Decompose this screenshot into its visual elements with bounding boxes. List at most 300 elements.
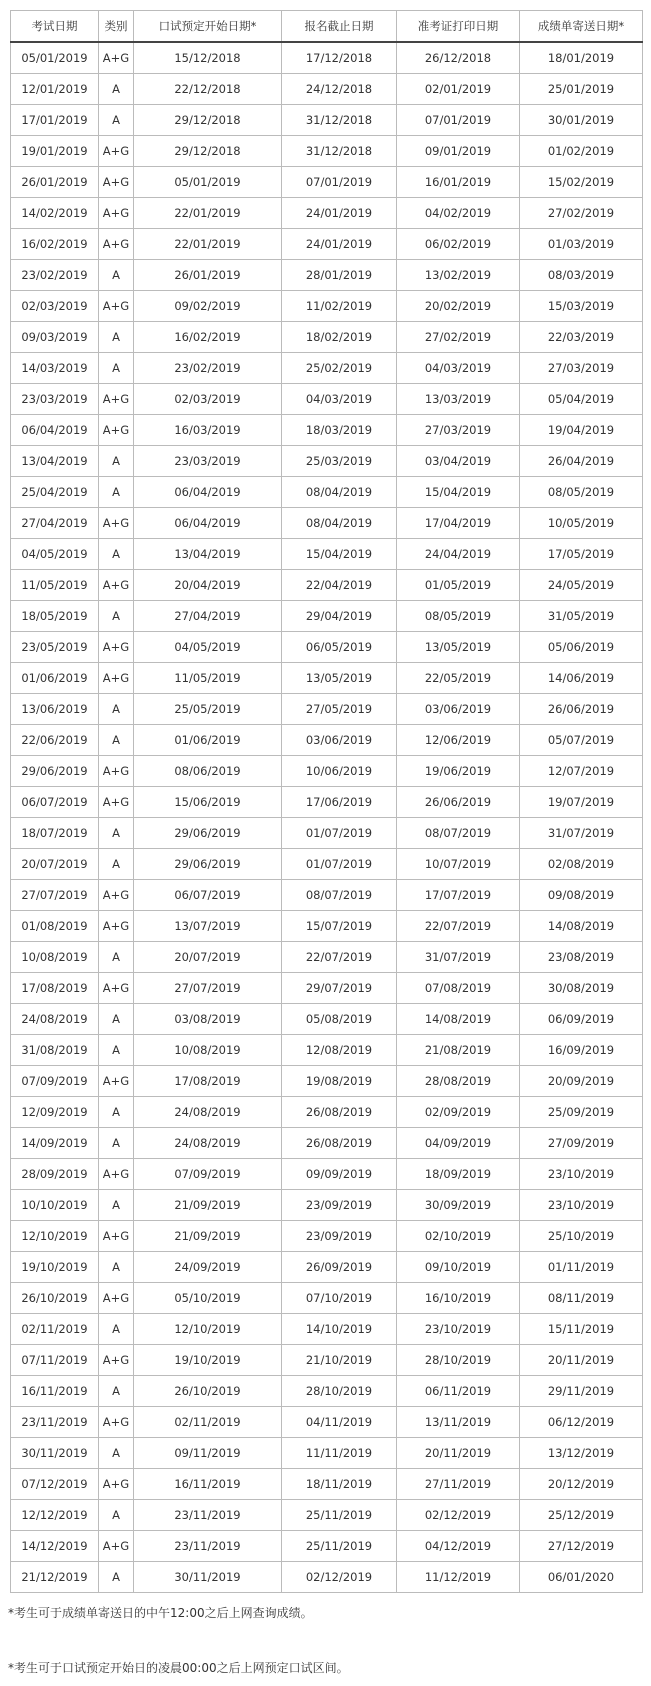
cell-oral-test-start: 23/02/2019 bbox=[134, 353, 282, 384]
cell-admission-ticket-print: 31/07/2019 bbox=[397, 942, 520, 973]
cell-admission-ticket-print: 16/10/2019 bbox=[397, 1283, 520, 1314]
cell-admission-ticket-print: 02/01/2019 bbox=[397, 74, 520, 105]
cell-exam-date: 14/02/2019 bbox=[11, 198, 99, 229]
table-row bbox=[11, 1097, 643, 1128]
cell-exam-date: 10/08/2019 bbox=[11, 942, 99, 973]
cell-oral-test-start: 26/10/2019 bbox=[134, 1376, 282, 1407]
cell-result-mailing: 12/07/2019 bbox=[520, 756, 643, 787]
cell-category: A+G bbox=[99, 291, 134, 322]
cell-category: A+G bbox=[99, 1221, 134, 1252]
cell-exam-date: 01/06/2019 bbox=[11, 663, 99, 694]
table-header bbox=[11, 11, 643, 43]
table-row bbox=[11, 632, 643, 663]
cell-category: A bbox=[99, 1128, 134, 1159]
table-row bbox=[11, 198, 643, 229]
cell-admission-ticket-print: 07/01/2019 bbox=[397, 105, 520, 136]
cell-result-mailing: 09/08/2019 bbox=[520, 880, 643, 911]
header-admission-ticket-print: 准考证打印日期 bbox=[397, 11, 520, 43]
cell-admission-ticket-print: 15/04/2019 bbox=[397, 477, 520, 508]
cell-registration-deadline: 22/04/2019 bbox=[282, 570, 397, 601]
cell-exam-date: 14/03/2019 bbox=[11, 353, 99, 384]
cell-result-mailing: 25/12/2019 bbox=[520, 1500, 643, 1531]
table-row bbox=[11, 1190, 643, 1221]
cell-oral-test-start: 23/03/2019 bbox=[134, 446, 282, 477]
cell-oral-test-start: 22/01/2019 bbox=[134, 229, 282, 260]
cell-result-mailing: 27/03/2019 bbox=[520, 353, 643, 384]
cell-admission-ticket-print: 08/05/2019 bbox=[397, 601, 520, 632]
cell-oral-test-start: 06/07/2019 bbox=[134, 880, 282, 911]
header-oral-test-start: 口试预定开始日期* bbox=[134, 11, 282, 43]
cell-result-mailing: 26/06/2019 bbox=[520, 694, 643, 725]
cell-exam-date: 18/07/2019 bbox=[11, 818, 99, 849]
cell-category: A+G bbox=[99, 911, 134, 942]
cell-category: A+G bbox=[99, 42, 134, 74]
cell-admission-ticket-print: 23/10/2019 bbox=[397, 1314, 520, 1345]
cell-registration-deadline: 29/07/2019 bbox=[282, 973, 397, 1004]
cell-exam-date: 20/07/2019 bbox=[11, 849, 99, 880]
header-registration-deadline: 报名截止日期 bbox=[282, 11, 397, 43]
cell-registration-deadline: 17/06/2019 bbox=[282, 787, 397, 818]
cell-exam-date: 04/05/2019 bbox=[11, 539, 99, 570]
cell-result-mailing: 01/11/2019 bbox=[520, 1252, 643, 1283]
cell-oral-test-start: 29/06/2019 bbox=[134, 818, 282, 849]
cell-exam-date: 11/05/2019 bbox=[11, 570, 99, 601]
cell-result-mailing: 22/03/2019 bbox=[520, 322, 643, 353]
cell-category: A bbox=[99, 1500, 134, 1531]
cell-result-mailing: 27/12/2019 bbox=[520, 1531, 643, 1562]
cell-exam-date: 30/11/2019 bbox=[11, 1438, 99, 1469]
cell-result-mailing: 20/12/2019 bbox=[520, 1469, 643, 1500]
cell-admission-ticket-print: 22/07/2019 bbox=[397, 911, 520, 942]
cell-category: A bbox=[99, 849, 134, 880]
cell-category: A+G bbox=[99, 787, 134, 818]
cell-oral-test-start: 25/05/2019 bbox=[134, 694, 282, 725]
cell-registration-deadline: 31/12/2018 bbox=[282, 136, 397, 167]
result-footnote: *考生可于成绩单寄送日的中午12:00之后上网查询成绩。 bbox=[8, 1606, 313, 1620]
cell-admission-ticket-print: 08/07/2019 bbox=[397, 818, 520, 849]
cell-category: A bbox=[99, 1035, 134, 1066]
table-row bbox=[11, 1407, 643, 1438]
cell-exam-date: 17/08/2019 bbox=[11, 973, 99, 1004]
cell-oral-test-start: 21/09/2019 bbox=[134, 1221, 282, 1252]
cell-oral-test-start: 03/08/2019 bbox=[134, 1004, 282, 1035]
cell-admission-ticket-print: 13/05/2019 bbox=[397, 632, 520, 663]
cell-result-mailing: 19/07/2019 bbox=[520, 787, 643, 818]
cell-registration-deadline: 01/07/2019 bbox=[282, 849, 397, 880]
cell-registration-deadline: 23/09/2019 bbox=[282, 1221, 397, 1252]
cell-category: A+G bbox=[99, 198, 134, 229]
cell-registration-deadline: 31/12/2018 bbox=[282, 105, 397, 136]
cell-category: A bbox=[99, 601, 134, 632]
cell-admission-ticket-print: 22/05/2019 bbox=[397, 663, 520, 694]
cell-result-mailing: 25/09/2019 bbox=[520, 1097, 643, 1128]
cell-exam-date: 18/05/2019 bbox=[11, 601, 99, 632]
cell-admission-ticket-print: 16/01/2019 bbox=[397, 167, 520, 198]
cell-category: A bbox=[99, 322, 134, 353]
table-row bbox=[11, 1035, 643, 1066]
table-row bbox=[11, 911, 643, 942]
cell-category: A bbox=[99, 1438, 134, 1469]
cell-exam-date: 12/10/2019 bbox=[11, 1221, 99, 1252]
table-row bbox=[11, 260, 643, 291]
cell-exam-date: 13/04/2019 bbox=[11, 446, 99, 477]
cell-result-mailing: 15/03/2019 bbox=[520, 291, 643, 322]
cell-registration-deadline: 24/01/2019 bbox=[282, 229, 397, 260]
cell-registration-deadline: 19/08/2019 bbox=[282, 1066, 397, 1097]
cell-result-mailing: 08/05/2019 bbox=[520, 477, 643, 508]
cell-admission-ticket-print: 27/03/2019 bbox=[397, 415, 520, 446]
cell-registration-deadline: 01/07/2019 bbox=[282, 818, 397, 849]
cell-exam-date: 02/03/2019 bbox=[11, 291, 99, 322]
cell-registration-deadline: 08/07/2019 bbox=[282, 880, 397, 911]
cell-registration-deadline: 26/08/2019 bbox=[282, 1128, 397, 1159]
cell-registration-deadline: 02/12/2019 bbox=[282, 1562, 397, 1593]
cell-category: A bbox=[99, 1376, 134, 1407]
table-row bbox=[11, 446, 643, 477]
cell-admission-ticket-print: 12/06/2019 bbox=[397, 725, 520, 756]
cell-oral-test-start: 10/08/2019 bbox=[134, 1035, 282, 1066]
table-body bbox=[11, 42, 643, 1593]
cell-category: A+G bbox=[99, 229, 134, 260]
header-exam-date: 考试日期 bbox=[11, 11, 99, 43]
cell-admission-ticket-print: 04/09/2019 bbox=[397, 1128, 520, 1159]
cell-exam-date: 16/11/2019 bbox=[11, 1376, 99, 1407]
cell-result-mailing: 25/10/2019 bbox=[520, 1221, 643, 1252]
table-row bbox=[11, 1252, 643, 1283]
cell-exam-date: 06/07/2019 bbox=[11, 787, 99, 818]
table-row bbox=[11, 384, 643, 415]
table-row bbox=[11, 291, 643, 322]
cell-exam-date: 23/05/2019 bbox=[11, 632, 99, 663]
header-row bbox=[11, 11, 643, 43]
cell-result-mailing: 06/09/2019 bbox=[520, 1004, 643, 1035]
cell-admission-ticket-print: 26/12/2018 bbox=[397, 42, 520, 74]
table-row bbox=[11, 1159, 643, 1190]
cell-registration-deadline: 17/12/2018 bbox=[282, 42, 397, 74]
cell-result-mailing: 08/03/2019 bbox=[520, 260, 643, 291]
table-row bbox=[11, 880, 643, 911]
cell-admission-ticket-print: 17/04/2019 bbox=[397, 508, 520, 539]
cell-oral-test-start: 16/11/2019 bbox=[134, 1469, 282, 1500]
cell-result-mailing: 01/02/2019 bbox=[520, 136, 643, 167]
exam-schedule-table bbox=[10, 10, 643, 1593]
cell-category: A+G bbox=[99, 570, 134, 601]
cell-oral-test-start: 20/04/2019 bbox=[134, 570, 282, 601]
cell-registration-deadline: 04/03/2019 bbox=[282, 384, 397, 415]
cell-exam-date: 02/11/2019 bbox=[11, 1314, 99, 1345]
cell-category: A bbox=[99, 1190, 134, 1221]
cell-registration-deadline: 26/08/2019 bbox=[282, 1097, 397, 1128]
cell-exam-date: 12/12/2019 bbox=[11, 1500, 99, 1531]
cell-oral-test-start: 23/11/2019 bbox=[134, 1500, 282, 1531]
table-row bbox=[11, 167, 643, 198]
cell-admission-ticket-print: 17/07/2019 bbox=[397, 880, 520, 911]
cell-result-mailing: 19/04/2019 bbox=[520, 415, 643, 446]
cell-admission-ticket-print: 04/02/2019 bbox=[397, 198, 520, 229]
table-row bbox=[11, 849, 643, 880]
cell-result-mailing: 30/01/2019 bbox=[520, 105, 643, 136]
cell-admission-ticket-print: 10/07/2019 bbox=[397, 849, 520, 880]
table-row bbox=[11, 322, 643, 353]
table-row bbox=[11, 353, 643, 384]
cell-registration-deadline: 26/09/2019 bbox=[282, 1252, 397, 1283]
cell-oral-test-start: 16/03/2019 bbox=[134, 415, 282, 446]
cell-result-mailing: 01/03/2019 bbox=[520, 229, 643, 260]
cell-category: A+G bbox=[99, 632, 134, 663]
cell-registration-deadline: 14/10/2019 bbox=[282, 1314, 397, 1345]
cell-result-mailing: 15/02/2019 bbox=[520, 167, 643, 198]
cell-exam-date: 23/11/2019 bbox=[11, 1407, 99, 1438]
cell-registration-deadline: 03/06/2019 bbox=[282, 725, 397, 756]
cell-oral-test-start: 09/11/2019 bbox=[134, 1438, 282, 1469]
cell-admission-ticket-print: 11/12/2019 bbox=[397, 1562, 520, 1593]
cell-oral-test-start: 26/01/2019 bbox=[134, 260, 282, 291]
cell-category: A bbox=[99, 446, 134, 477]
cell-oral-test-start: 23/11/2019 bbox=[134, 1531, 282, 1562]
table-row bbox=[11, 1500, 643, 1531]
cell-result-mailing: 14/06/2019 bbox=[520, 663, 643, 694]
cell-result-mailing: 20/09/2019 bbox=[520, 1066, 643, 1097]
cell-oral-test-start: 29/06/2019 bbox=[134, 849, 282, 880]
cell-result-mailing: 06/01/2020 bbox=[520, 1562, 643, 1593]
cell-category: A bbox=[99, 1314, 134, 1345]
cell-category: A bbox=[99, 353, 134, 384]
cell-admission-ticket-print: 14/08/2019 bbox=[397, 1004, 520, 1035]
cell-result-mailing: 31/05/2019 bbox=[520, 601, 643, 632]
cell-result-mailing: 15/11/2019 bbox=[520, 1314, 643, 1345]
cell-category: A bbox=[99, 1004, 134, 1035]
cell-registration-deadline: 25/11/2019 bbox=[282, 1531, 397, 1562]
cell-oral-test-start: 16/02/2019 bbox=[134, 322, 282, 353]
cell-exam-date: 24/08/2019 bbox=[11, 1004, 99, 1035]
cell-admission-ticket-print: 01/05/2019 bbox=[397, 570, 520, 601]
table-row bbox=[11, 756, 643, 787]
table-row bbox=[11, 694, 643, 725]
cell-result-mailing: 26/04/2019 bbox=[520, 446, 643, 477]
table-row bbox=[11, 663, 643, 694]
cell-registration-deadline: 18/02/2019 bbox=[282, 322, 397, 353]
cell-exam-date: 21/12/2019 bbox=[11, 1562, 99, 1593]
cell-admission-ticket-print: 20/02/2019 bbox=[397, 291, 520, 322]
cell-registration-deadline: 08/04/2019 bbox=[282, 477, 397, 508]
header-result-mailing: 成绩单寄送日期* bbox=[520, 11, 643, 43]
cell-category: A+G bbox=[99, 384, 134, 415]
cell-exam-date: 27/04/2019 bbox=[11, 508, 99, 539]
table-row bbox=[11, 1314, 643, 1345]
cell-registration-deadline: 15/07/2019 bbox=[282, 911, 397, 942]
table-row bbox=[11, 1376, 643, 1407]
cell-registration-deadline: 25/11/2019 bbox=[282, 1500, 397, 1531]
cell-oral-test-start: 22/12/2018 bbox=[134, 74, 282, 105]
cell-oral-test-start: 04/05/2019 bbox=[134, 632, 282, 663]
cell-exam-date: 31/08/2019 bbox=[11, 1035, 99, 1066]
cell-result-mailing: 29/11/2019 bbox=[520, 1376, 643, 1407]
cell-result-mailing: 25/01/2019 bbox=[520, 74, 643, 105]
cell-result-mailing: 05/07/2019 bbox=[520, 725, 643, 756]
header-category: 类别 bbox=[99, 11, 134, 43]
cell-exam-date: 14/09/2019 bbox=[11, 1128, 99, 1159]
cell-category: A+G bbox=[99, 508, 134, 539]
cell-exam-date: 09/03/2019 bbox=[11, 322, 99, 353]
table-row bbox=[11, 1438, 643, 1469]
cell-admission-ticket-print: 21/08/2019 bbox=[397, 1035, 520, 1066]
cell-exam-date: 07/11/2019 bbox=[11, 1345, 99, 1376]
cell-exam-date: 28/09/2019 bbox=[11, 1159, 99, 1190]
cell-admission-ticket-print: 03/06/2019 bbox=[397, 694, 520, 725]
cell-oral-test-start: 17/08/2019 bbox=[134, 1066, 282, 1097]
cell-oral-test-start: 09/02/2019 bbox=[134, 291, 282, 322]
cell-exam-date: 13/06/2019 bbox=[11, 694, 99, 725]
cell-result-mailing: 23/08/2019 bbox=[520, 942, 643, 973]
cell-admission-ticket-print: 27/11/2019 bbox=[397, 1469, 520, 1500]
cell-category: A+G bbox=[99, 415, 134, 446]
cell-result-mailing: 27/02/2019 bbox=[520, 198, 643, 229]
table-row bbox=[11, 1128, 643, 1159]
cell-exam-date: 22/06/2019 bbox=[11, 725, 99, 756]
cell-admission-ticket-print: 09/10/2019 bbox=[397, 1252, 520, 1283]
cell-oral-test-start: 06/04/2019 bbox=[134, 508, 282, 539]
table-row bbox=[11, 136, 643, 167]
table-row bbox=[11, 74, 643, 105]
cell-category: A bbox=[99, 105, 134, 136]
cell-result-mailing: 05/06/2019 bbox=[520, 632, 643, 663]
cell-admission-ticket-print: 13/11/2019 bbox=[397, 1407, 520, 1438]
cell-category: A+G bbox=[99, 973, 134, 1004]
cell-admission-ticket-print: 03/04/2019 bbox=[397, 446, 520, 477]
cell-exam-date: 25/04/2019 bbox=[11, 477, 99, 508]
cell-exam-date: 29/06/2019 bbox=[11, 756, 99, 787]
table-row bbox=[11, 229, 643, 260]
cell-oral-test-start: 27/04/2019 bbox=[134, 601, 282, 632]
cell-exam-date: 14/12/2019 bbox=[11, 1531, 99, 1562]
cell-registration-deadline: 07/01/2019 bbox=[282, 167, 397, 198]
cell-oral-test-start: 12/10/2019 bbox=[134, 1314, 282, 1345]
cell-registration-deadline: 27/05/2019 bbox=[282, 694, 397, 725]
cell-exam-date: 17/01/2019 bbox=[11, 105, 99, 136]
cell-oral-test-start: 19/10/2019 bbox=[134, 1345, 282, 1376]
cell-oral-test-start: 27/07/2019 bbox=[134, 973, 282, 1004]
cell-exam-date: 05/01/2019 bbox=[11, 42, 99, 74]
cell-exam-date: 27/07/2019 bbox=[11, 880, 99, 911]
cell-admission-ticket-print: 26/06/2019 bbox=[397, 787, 520, 818]
cell-admission-ticket-print: 30/09/2019 bbox=[397, 1190, 520, 1221]
cell-result-mailing: 17/05/2019 bbox=[520, 539, 643, 570]
cell-category: A+G bbox=[99, 1469, 134, 1500]
cell-admission-ticket-print: 27/02/2019 bbox=[397, 322, 520, 353]
cell-result-mailing: 05/04/2019 bbox=[520, 384, 643, 415]
cell-registration-deadline: 24/12/2018 bbox=[282, 74, 397, 105]
cell-oral-test-start: 20/07/2019 bbox=[134, 942, 282, 973]
cell-registration-deadline: 15/04/2019 bbox=[282, 539, 397, 570]
cell-admission-ticket-print: 28/08/2019 bbox=[397, 1066, 520, 1097]
cell-registration-deadline: 11/11/2019 bbox=[282, 1438, 397, 1469]
table-row bbox=[11, 973, 643, 1004]
cell-exam-date: 19/10/2019 bbox=[11, 1252, 99, 1283]
cell-admission-ticket-print: 09/01/2019 bbox=[397, 136, 520, 167]
table-row bbox=[11, 1345, 643, 1376]
table-row bbox=[11, 1004, 643, 1035]
cell-oral-test-start: 22/01/2019 bbox=[134, 198, 282, 229]
cell-oral-test-start: 29/12/2018 bbox=[134, 136, 282, 167]
cell-admission-ticket-print: 02/12/2019 bbox=[397, 1500, 520, 1531]
cell-oral-test-start: 02/11/2019 bbox=[134, 1407, 282, 1438]
cell-registration-deadline: 05/08/2019 bbox=[282, 1004, 397, 1035]
cell-oral-test-start: 02/03/2019 bbox=[134, 384, 282, 415]
cell-registration-deadline: 18/03/2019 bbox=[282, 415, 397, 446]
cell-exam-date: 12/09/2019 bbox=[11, 1097, 99, 1128]
cell-admission-ticket-print: 24/04/2019 bbox=[397, 539, 520, 570]
cell-exam-date: 07/12/2019 bbox=[11, 1469, 99, 1500]
table-row bbox=[11, 725, 643, 756]
cell-oral-test-start: 08/06/2019 bbox=[134, 756, 282, 787]
cell-category: A bbox=[99, 260, 134, 291]
cell-oral-test-start: 06/04/2019 bbox=[134, 477, 282, 508]
cell-exam-date: 19/01/2019 bbox=[11, 136, 99, 167]
cell-exam-date: 26/01/2019 bbox=[11, 167, 99, 198]
cell-category: A bbox=[99, 725, 134, 756]
cell-result-mailing: 06/12/2019 bbox=[520, 1407, 643, 1438]
oral-footnote: *考生可于口试预定开始日的凌晨00:00之后上网预定口试区间。 bbox=[8, 1661, 349, 1675]
table-row bbox=[11, 105, 643, 136]
cell-oral-test-start: 29/12/2018 bbox=[134, 105, 282, 136]
cell-oral-test-start: 24/08/2019 bbox=[134, 1097, 282, 1128]
cell-exam-date: 23/02/2019 bbox=[11, 260, 99, 291]
cell-oral-test-start: 15/06/2019 bbox=[134, 787, 282, 818]
cell-oral-test-start: 07/09/2019 bbox=[134, 1159, 282, 1190]
cell-oral-test-start: 05/01/2019 bbox=[134, 167, 282, 198]
cell-admission-ticket-print: 06/11/2019 bbox=[397, 1376, 520, 1407]
cell-registration-deadline: 10/06/2019 bbox=[282, 756, 397, 787]
table-row bbox=[11, 1531, 643, 1562]
table-row bbox=[11, 570, 643, 601]
cell-oral-test-start: 24/08/2019 bbox=[134, 1128, 282, 1159]
table-row bbox=[11, 1221, 643, 1252]
cell-registration-deadline: 12/08/2019 bbox=[282, 1035, 397, 1066]
cell-category: A+G bbox=[99, 1345, 134, 1376]
table-row bbox=[11, 508, 643, 539]
cell-oral-test-start: 11/05/2019 bbox=[134, 663, 282, 694]
cell-oral-test-start: 01/06/2019 bbox=[134, 725, 282, 756]
cell-result-mailing: 30/08/2019 bbox=[520, 973, 643, 1004]
cell-admission-ticket-print: 20/11/2019 bbox=[397, 1438, 520, 1469]
cell-result-mailing: 08/11/2019 bbox=[520, 1283, 643, 1314]
cell-oral-test-start: 24/09/2019 bbox=[134, 1252, 282, 1283]
cell-result-mailing: 23/10/2019 bbox=[520, 1190, 643, 1221]
cell-registration-deadline: 18/11/2019 bbox=[282, 1469, 397, 1500]
cell-category: A bbox=[99, 539, 134, 570]
table-row bbox=[11, 42, 643, 74]
table-row bbox=[11, 415, 643, 446]
cell-result-mailing: 18/01/2019 bbox=[520, 42, 643, 74]
cell-category: A+G bbox=[99, 1066, 134, 1097]
cell-registration-deadline: 28/10/2019 bbox=[282, 1376, 397, 1407]
cell-oral-test-start: 13/07/2019 bbox=[134, 911, 282, 942]
cell-admission-ticket-print: 04/03/2019 bbox=[397, 353, 520, 384]
cell-admission-ticket-print: 07/08/2019 bbox=[397, 973, 520, 1004]
cell-result-mailing: 31/07/2019 bbox=[520, 818, 643, 849]
cell-admission-ticket-print: 02/10/2019 bbox=[397, 1221, 520, 1252]
cell-exam-date: 01/08/2019 bbox=[11, 911, 99, 942]
table-row bbox=[11, 601, 643, 632]
cell-admission-ticket-print: 13/02/2019 bbox=[397, 260, 520, 291]
table-row bbox=[11, 1283, 643, 1314]
cell-result-mailing: 27/09/2019 bbox=[520, 1128, 643, 1159]
table-row bbox=[11, 539, 643, 570]
cell-result-mailing: 23/10/2019 bbox=[520, 1159, 643, 1190]
cell-exam-date: 26/10/2019 bbox=[11, 1283, 99, 1314]
cell-category: A+G bbox=[99, 1407, 134, 1438]
cell-oral-test-start: 15/12/2018 bbox=[134, 42, 282, 74]
